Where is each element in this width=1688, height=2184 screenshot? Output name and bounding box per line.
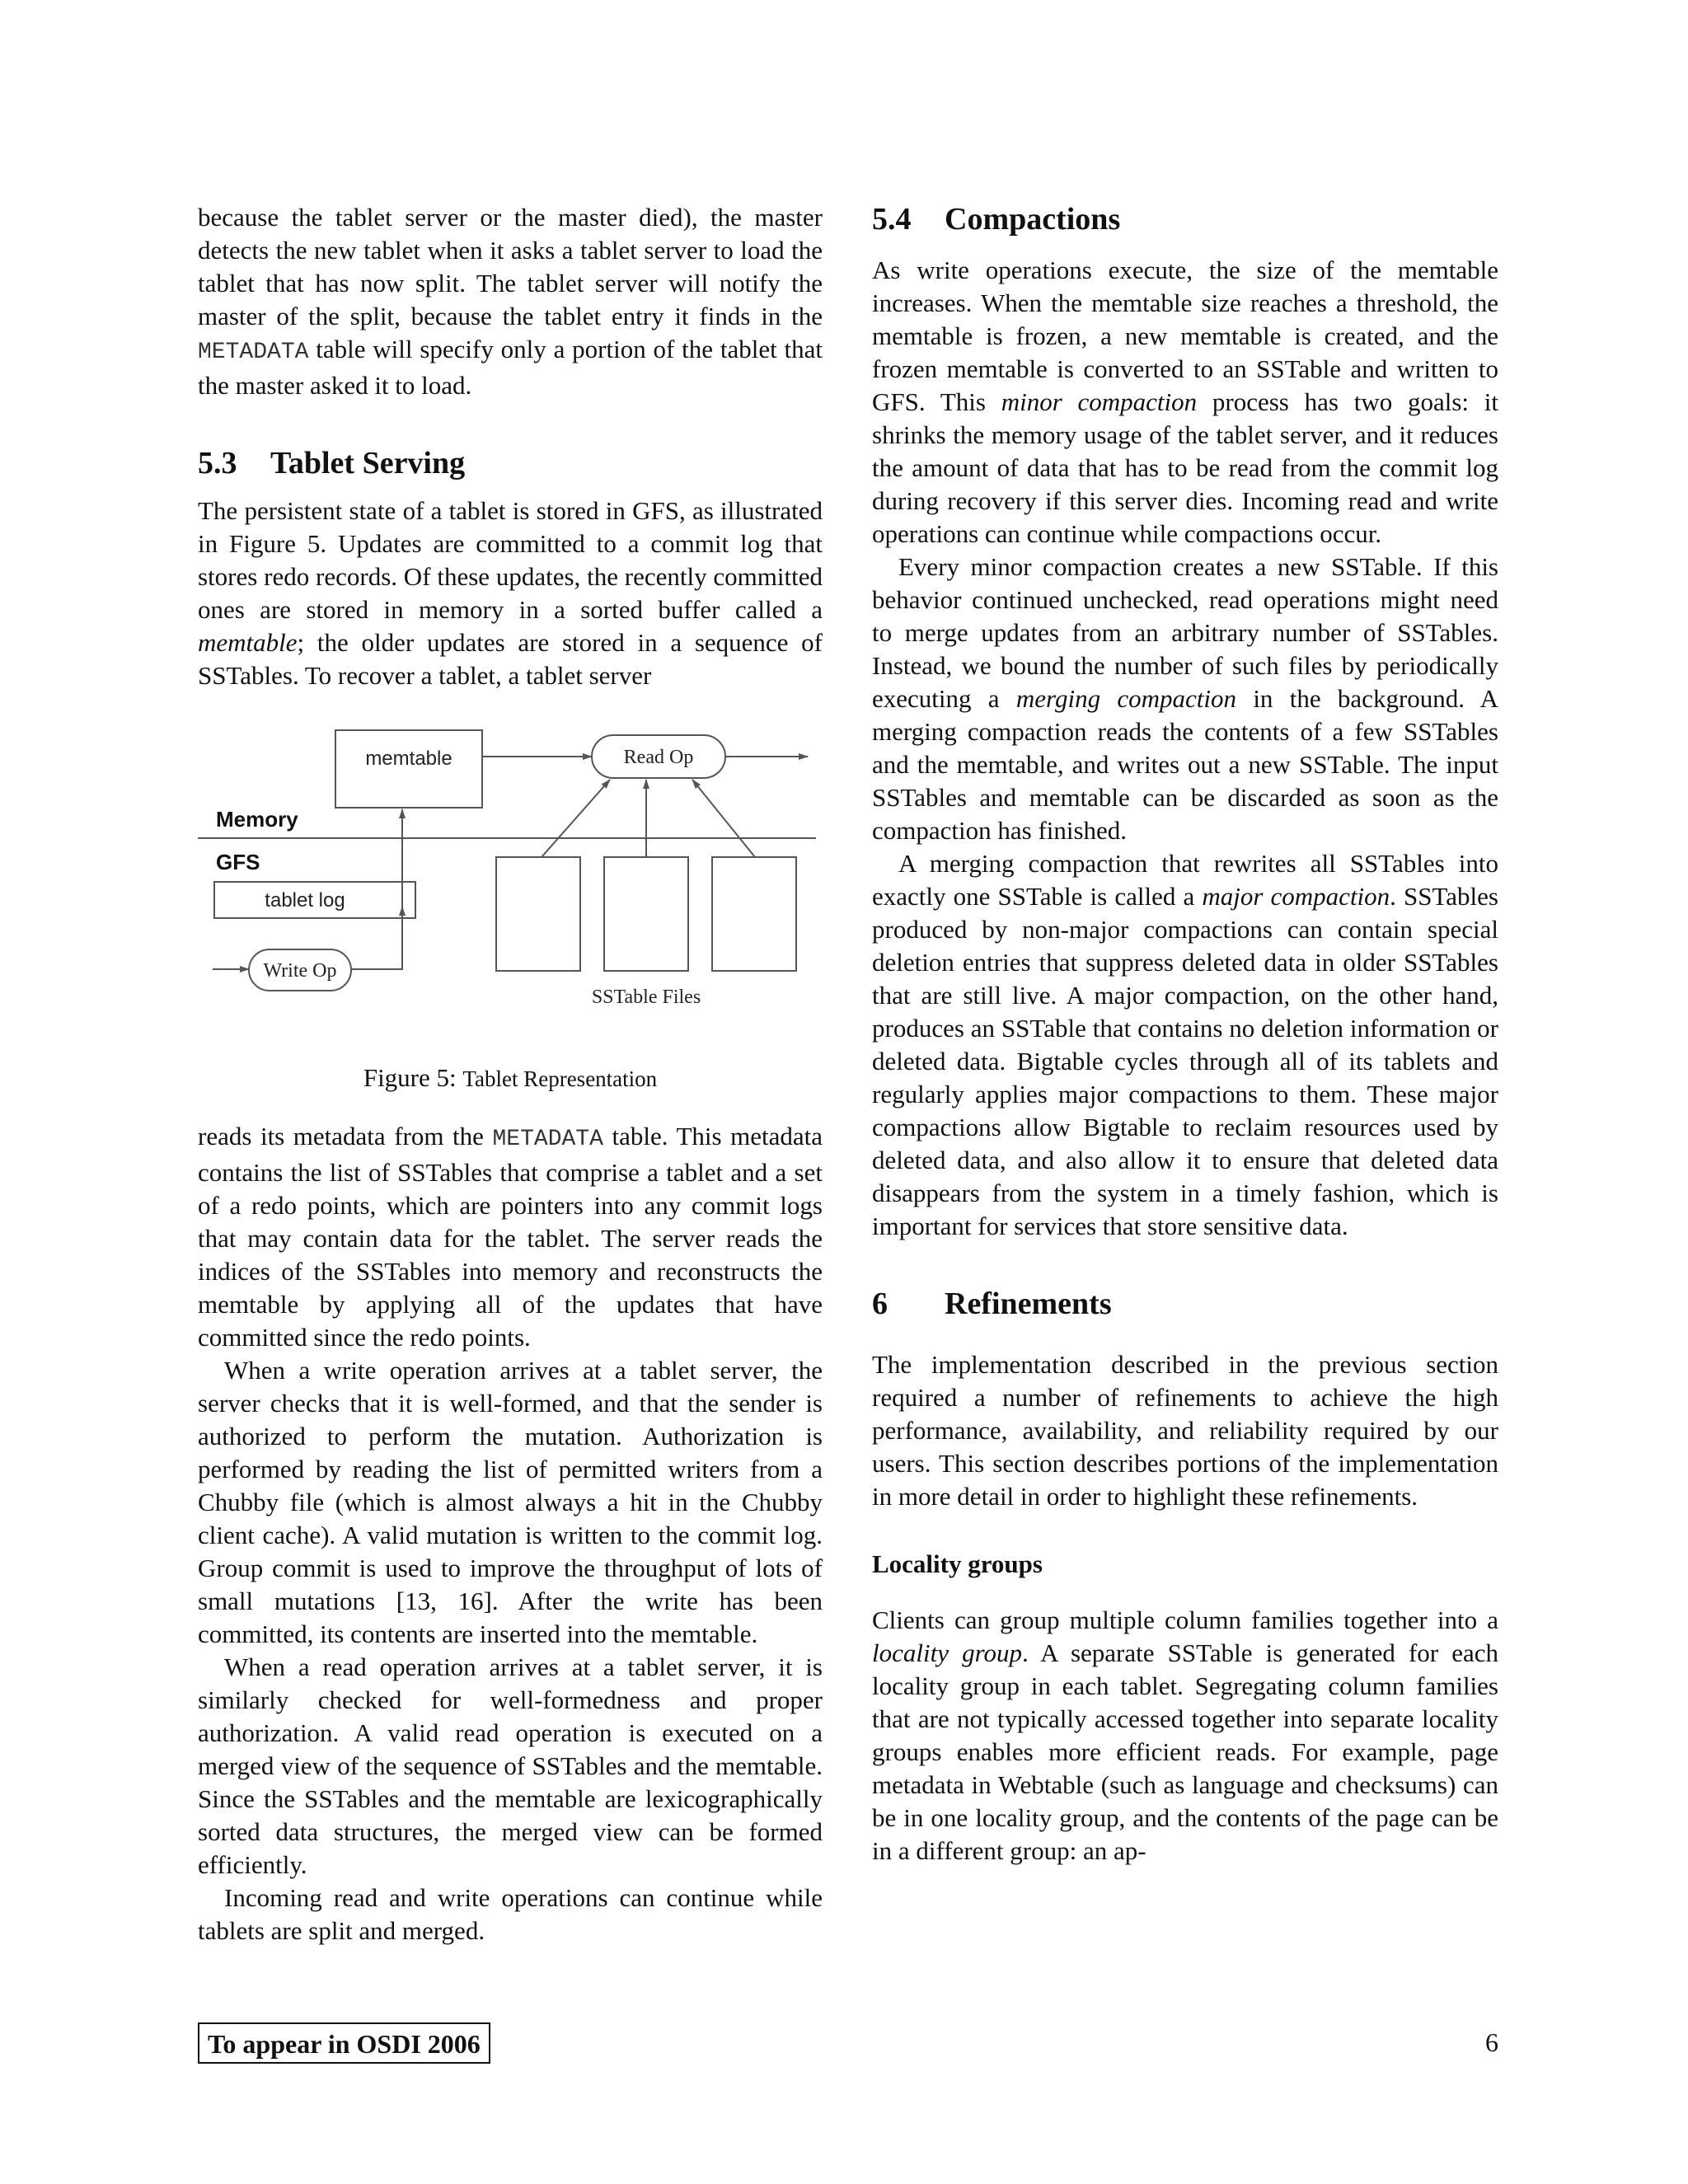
text-run: table. This metadata contains the list of SSTables that comprise a tablet and a set of a redo points, which are pointers into any commit logs that may contain data for the tablet. The server reads the indices of the SSTables into memory and reconstructs the memtable by applying all of the updates that have committed since the redo points. <box>198 1122 823 1352</box>
paragraph-tablet-state <box>198 494 823 692</box>
emphasis-minor-compaction: minor compaction <box>1001 387 1198 416</box>
section-number: 5.3 <box>198 446 237 480</box>
figure-5-tablet-representation <box>198 710 823 1057</box>
emphasis-merging-compaction: merging compaction <box>1015 684 1237 713</box>
figure-caption <box>198 1062 823 1095</box>
emphasis-major-compaction: major compaction <box>1202 882 1390 911</box>
section-title: Compactions <box>945 202 1121 237</box>
text-run: reads its metadata from the <box>198 1122 493 1151</box>
memtable-label: memtable <box>365 748 452 770</box>
section-heading-6 <box>872 1286 1498 1322</box>
text-run: Clients can group multiple column families together into a <box>872 1605 1498 1634</box>
paragraph-split-merge: Incoming read and write operations can continue while tablets are split and merged. <box>198 1883 823 1945</box>
right-column <box>872 201 1498 1868</box>
paragraph-major-compaction <box>872 847 1498 1243</box>
text-run: process has two goals: it shrinks the memory usage of the tablet server, and it reduces the amount of data that has to be read from the commit log during recovery if this server dies. Incoming read and write operations can continue while compactions occur. <box>872 387 1498 548</box>
left-column <box>198 201 823 1947</box>
read-op-label: Read Op <box>623 747 694 768</box>
text-run: Every minor compaction creates a new SSTable. If this behavior continued unchecked, read operations might need to merge updates from an arbitrary number of SSTables. Instead, we bound the number of such files by periodically executing a <box>872 552 1498 713</box>
text-run: in the background. A merging compaction reads the contents of a few SSTables and the memtable, and writes out a new SSTable. The input SSTables and memtable can be discarded as soon as the compaction has finished. <box>872 684 1499 845</box>
text-run: The persistent state of a tablet is stored in GFS, as illustrated in Figure 5. Updates are committed to a commit log that stores redo records. Of these updates, the recently committed ones are stored in memory in a sorted buffer called a <box>198 496 823 624</box>
sstable-file-3 <box>712 857 796 971</box>
venue-box: To appear in OSDI 2006 <box>198 2022 490 2064</box>
paragraph-read-operation: When a read operation arrives at a tablet server, it is similarly checked for well-formedness and proper authorization. A valid read operation is executed on a merged view of the sequence of SSTables and the memtable. Since the SSTables and the memtable are lexicographically sorted data structures, the merged view can be formed efficiently. <box>198 1652 823 1879</box>
paragraph-merging-compaction <box>872 551 1498 847</box>
paragraph-write-operation: When a write operation arrives at a tablet server, the server checks that it is well-formed, and that the sender is authorized to perform the mutation. Authorization is performed by reading the list of permitted writers from a Chubby file (which is almost always a hit in the Chubby client cache). A valid mutation is written to the commit log. Group commit is used to improve the throughput of lots of small mutations [13, 16]. After the write has been committed, its contents are inserted into the memtable. <box>198 1356 823 1648</box>
write-op-label: Write Op <box>263 960 337 982</box>
sstable-3-to-readop-arrow <box>692 780 755 857</box>
caption-text: Tablet Representation <box>462 1066 658 1091</box>
text-run: . SSTables produced by non-major compactions can contain special deletion entries that suppress deleted data in older SSTables that are still live. A major compaction, on the other hand, produces an SSTable that contains no deletion information or deleted data. Bigtable cycles through all of its tablets and regularly applies major compactions to them. These major compactions allow Bigtable to reclaim resources used by deleted data, and also allow it to ensure that deleted data disappears from the system in a timely fashion, which is important for services that store sensitive data. <box>872 882 1498 1240</box>
sstable-files-label: SSTable Files <box>591 987 701 1008</box>
paragraph-refinements-intro: The implementation described in the previous section required a number of refinements to achieve the high performance, availability, and reliability required by our users. This section describes portions of the implementation in more detail in order to highlight these refinements. <box>872 1350 1498 1511</box>
figure-diagram <box>198 710 823 1057</box>
paragraph-metadata-read <box>198 1120 823 1354</box>
section-title: Tablet Serving <box>270 446 466 480</box>
subsection-heading-locality-groups: Locality groups <box>872 1549 1043 1578</box>
text-run: As write operations execute, the size of the memtable increases. When the memtable size reaches a threshold, the memtable is frozen, a new memtable is created, and the frozen memtable is converted to an SSTable and written to GFS. This <box>872 255 1498 416</box>
sstable-1-to-readop-arrow <box>542 780 610 857</box>
section-title: Refinements <box>945 1286 1112 1321</box>
emphasis-locality-group: locality group <box>872 1638 1022 1667</box>
gfs-label: GFS <box>216 850 260 874</box>
paragraph-minor-compaction <box>872 254 1498 551</box>
text-run: ; the older updates are stored in a sequence of SSTables. To recover a tablet, a tablet server <box>198 628 823 690</box>
section-number: 5.4 <box>872 202 912 237</box>
section-number: 6 <box>872 1286 888 1321</box>
page-number: 6 <box>1485 2027 1498 2057</box>
tablet-log-label: tablet log <box>265 889 345 912</box>
paragraph-locality-groups <box>872 1604 1498 1868</box>
text-run: . A separate SSTable is generated for each locality group in each tablet. Segregating column families that are not typically accessed together into separate locality groups enables more efficient reads. For example, page metadata in Webtable (such as language and checksums) can be in one locality group, and the contents of the page can be in a different group: an ap- <box>872 1638 1498 1865</box>
memory-label: Memory <box>216 807 298 832</box>
sstable-file-2 <box>604 857 688 971</box>
caption-prefix: Figure 5: <box>363 1063 457 1092</box>
section-heading-5-4 <box>872 201 1498 237</box>
text-run: A merging compaction that rewrites all SSTables into exactly one SSTable is called a <box>872 849 1498 911</box>
sstable-file-1 <box>496 857 580 971</box>
paragraph-split-detection <box>198 201 823 402</box>
text-run: table will specify only a portion of the tablet that the master asked it to load. <box>198 335 823 400</box>
emphasis-memtable: memtable <box>198 628 298 657</box>
metadata-table-name: METADATA <box>492 1127 603 1152</box>
section-heading-5-3 <box>198 445 823 481</box>
metadata-table-name: METADATA <box>198 340 309 365</box>
text-run: because the tablet server or the master died), the master detects the new tablet when it asks a tablet server to load the tablet that has now split. The tablet server will notify the master of the split, because the tablet entry it finds in the <box>198 203 823 330</box>
